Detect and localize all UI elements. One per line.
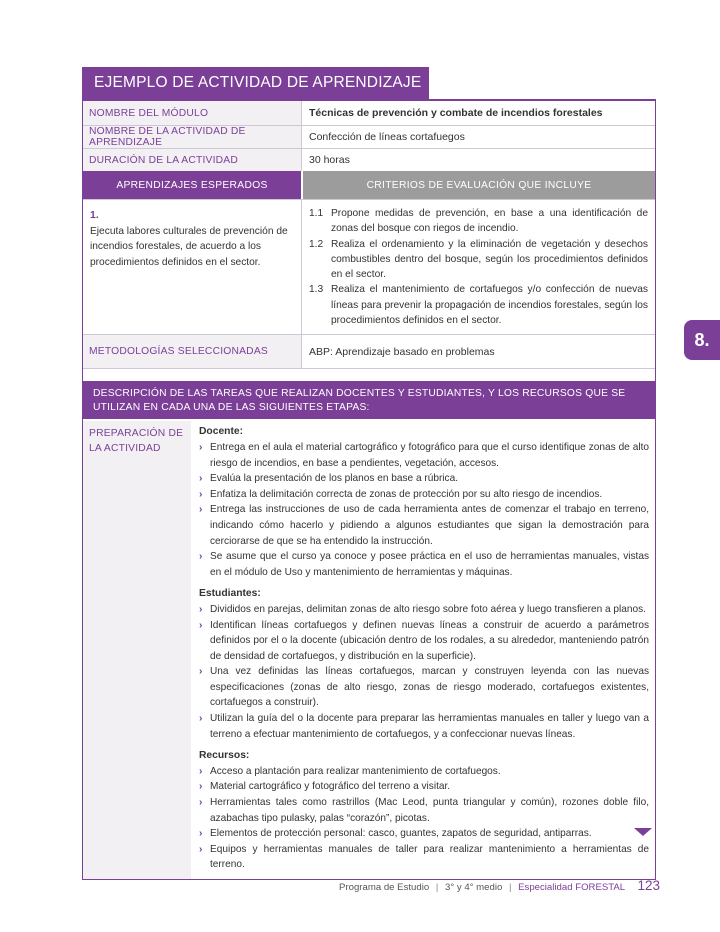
- criterion-item: [309, 237, 648, 283]
- footer-separator: |: [508, 882, 512, 893]
- recurso-item: [199, 764, 649, 780]
- activity-table: [82, 99, 656, 880]
- methodology-value: ABP: Aprendizaje basado en problemas: [301, 335, 655, 368]
- info-row-module: [83, 99, 655, 125]
- bullet-icon: ›: [199, 504, 203, 516]
- estudiantes-title: Estudiantes:: [199, 588, 261, 600]
- list-item-text: Elementos de protección personal: casco, guantes, zapatos de seguridad, antiparras.: [210, 828, 592, 840]
- list-item-text: Equipos y herramientas manuales de taller para realizar mantenimiento a herramientas de terreno.: [210, 843, 649, 871]
- docente-item: [199, 487, 649, 503]
- criterion-number: 1.1: [309, 208, 324, 219]
- info-row-activity: [83, 125, 655, 148]
- list-item-text: Utilizan la guía del o la docente para preparar las herramientas manuales en taller y luego van a terreno a efectuar mantenimiento de cortafuegos, y a confeccionar nuevas líneas.: [210, 713, 649, 740]
- criterion-text: Realiza el mantenimiento de cortafuegos y/o confección de nuevas líneas para prevenir la propagación de incendios forestales, según los procedimientos definidos en el sector.: [331, 284, 648, 327]
- list-item-text: Herramientas tales como rastrillos (Mac Leod, punta triangular y común), rozones doble filo, azabachas tipo pulasky, palas “corazón”, picotas.: [210, 797, 649, 824]
- bullet-icon: ›: [199, 797, 203, 809]
- bullet-icon: ›: [199, 488, 203, 500]
- bullet-icon: ›: [199, 828, 203, 840]
- learning-row: [83, 199, 655, 334]
- bullet-icon: ›: [199, 603, 203, 615]
- info-value: Confección de líneas cortafuegos: [301, 126, 655, 148]
- docente-item: [199, 549, 649, 580]
- info-row-duration: [83, 148, 655, 171]
- info-label: DURACIÓN DE LA ACTIVIDAD: [83, 149, 301, 171]
- header-criterios: CRITERIOS DE EVALUACIÓN QUE INCLUYE: [301, 171, 655, 199]
- recurso-item: [199, 842, 649, 873]
- recurso-item: [199, 826, 649, 842]
- recurso-item: [199, 795, 649, 826]
- preparation-content: [191, 421, 655, 879]
- criterion-number: 1.2: [309, 238, 324, 250]
- criterion-item: [309, 206, 648, 237]
- page-footer: [0, 878, 660, 893]
- estudiantes-list: [199, 602, 649, 742]
- divider: [83, 368, 655, 381]
- list-item-text: Acceso a plantación para realizar mantenimiento de cortafuegos.: [210, 765, 501, 777]
- continue-arrow-icon: [634, 828, 652, 836]
- list-item-text: Entrega las instrucciones de uso de cada herramienta antes de comenzar el trabajo en terreno, indicando cómo hacerlo y pidiendo a algunos estudiantes que sigan la demostración para cerciorarse de que se ha entendido la instrucción.: [210, 504, 649, 547]
- footer-separator: |: [435, 882, 439, 893]
- page-number: 123: [637, 878, 660, 893]
- list-item-text: Evalúa la presentación de los planos en base a rúbrica.: [210, 473, 459, 485]
- bullet-icon: ›: [199, 619, 203, 631]
- info-label: NOMBRE DE LA ACTIVIDAD DE APRENDIZAJE: [83, 126, 301, 148]
- list-item-text: Una vez definidas las líneas cortafuegos, marcan y construyen leyenda con las nuevas especificaciones (zonas de alto riesgo, zonas de riesgo moderado, cortafuegos existentes, cortafuegos a construir).: [210, 666, 649, 709]
- docente-item: [199, 471, 649, 487]
- learning-number: 1.: [90, 209, 99, 221]
- bullet-icon: ›: [199, 781, 203, 793]
- docente-list: [199, 440, 649, 580]
- estudiante-item: [199, 602, 649, 618]
- learning-text: Ejecuta labores culturales de prevención de incendios forestales, de acuerdo a los procedimientos definidos en el sector.: [90, 225, 288, 268]
- list-item-text: Se asume que el curso ya conoce y posee práctica en el uso de herramientas manuales, vistas en el módulo de Uso y mantenimiento de herramientas y máquinas.: [210, 551, 649, 578]
- header-aprendizajes: APRENDIZAJES ESPERADOS: [83, 171, 301, 199]
- criterion-text: Propone medidas de prevención, en base a una identificación de zonas del bosque con riegos de incendio.: [331, 208, 648, 235]
- footer-program: Programa de Estudio: [339, 882, 430, 893]
- estudiante-item: [199, 618, 649, 665]
- preparation-row: [83, 419, 655, 879]
- columns-header: [83, 171, 655, 199]
- info-value: 30 horas: [301, 149, 655, 171]
- preparation-label: PREPARACIÓN DE LA ACTIVIDAD: [83, 421, 191, 879]
- docente-item: [199, 502, 649, 549]
- info-label: NOMBRE DEL MÓDULO: [83, 101, 301, 125]
- bullet-icon: ›: [199, 666, 203, 678]
- bullet-icon: ›: [199, 843, 203, 855]
- bullet-icon: ›: [199, 551, 203, 563]
- methodology-row: [83, 334, 655, 368]
- learning-outcome: [83, 200, 301, 334]
- criterion-number: 1.3: [309, 284, 324, 296]
- list-item-text: Material cartográfico y fotográfico del terreno a visitar.: [210, 781, 451, 793]
- recurso-item: [199, 779, 649, 795]
- recursos-list: [199, 764, 649, 873]
- criterion-item: [309, 282, 648, 328]
- bullet-icon: ›: [199, 441, 203, 453]
- bullet-icon: ›: [199, 473, 203, 485]
- methodology-label: METODOLOGÍAS SELECCIONADAS: [83, 335, 301, 368]
- bullet-icon: ›: [199, 713, 203, 725]
- list-item-text: Identifican líneas cortafuegos y definen nuevas líneas a construir de acuerdo a parámetros definidos por el o la docente (ubicación dentro de los rodales, a su alrededor, manteniendo patrón de densidad de cortafuegos, y distribución en la superficie).: [210, 619, 649, 662]
- info-value: Técnicas de prevención y combate de incendios forestales: [301, 101, 655, 125]
- criterion-text: Realiza el ordenamiento y la eliminación de vegetación y desechos combustibles dentro del bosque, según los procedimientos definidos en el sector.: [331, 238, 648, 281]
- docente-item: [199, 440, 649, 471]
- recursos-title: Recursos:: [199, 750, 250, 762]
- page-title: EJEMPLO DE ACTIVIDAD DE APRENDIZAJE: [82, 67, 429, 99]
- docente-title: Docente:: [199, 426, 244, 438]
- footer-specialty: Especialidad FORESTAL: [518, 882, 625, 893]
- chapter-tab: 8.: [684, 320, 720, 360]
- bullet-icon: ›: [199, 765, 203, 777]
- description-header: DESCRIPCIÓN DE LAS TAREAS QUE REALIZAN DOCENTES Y ESTUDIANTES, Y LOS RECURSOS QUE SE UTILIZAN EN CADA UNA DE LAS SIGUIENTES ETAPAS:: [83, 381, 655, 419]
- footer-level: 3° y 4° medio: [445, 882, 503, 893]
- estudiante-item: [199, 664, 649, 711]
- list-item-text: Divididos en parejas, delimitan zonas de alto riesgo sobre foto aérea y luego transfieren a planos.: [210, 603, 646, 615]
- list-item-text: Enfatiza la delimitación correcta de zonas de protección por su alto riesgo de incendios.: [210, 488, 603, 500]
- list-item-text: Entrega en el aula el material cartográfico y fotográfico para que el curso identifique zonas de alto riesgo de incendios, en base a pendientes, vegetación, accesos.: [210, 441, 649, 469]
- criteria-list: [301, 200, 655, 334]
- estudiante-item: [199, 711, 649, 742]
